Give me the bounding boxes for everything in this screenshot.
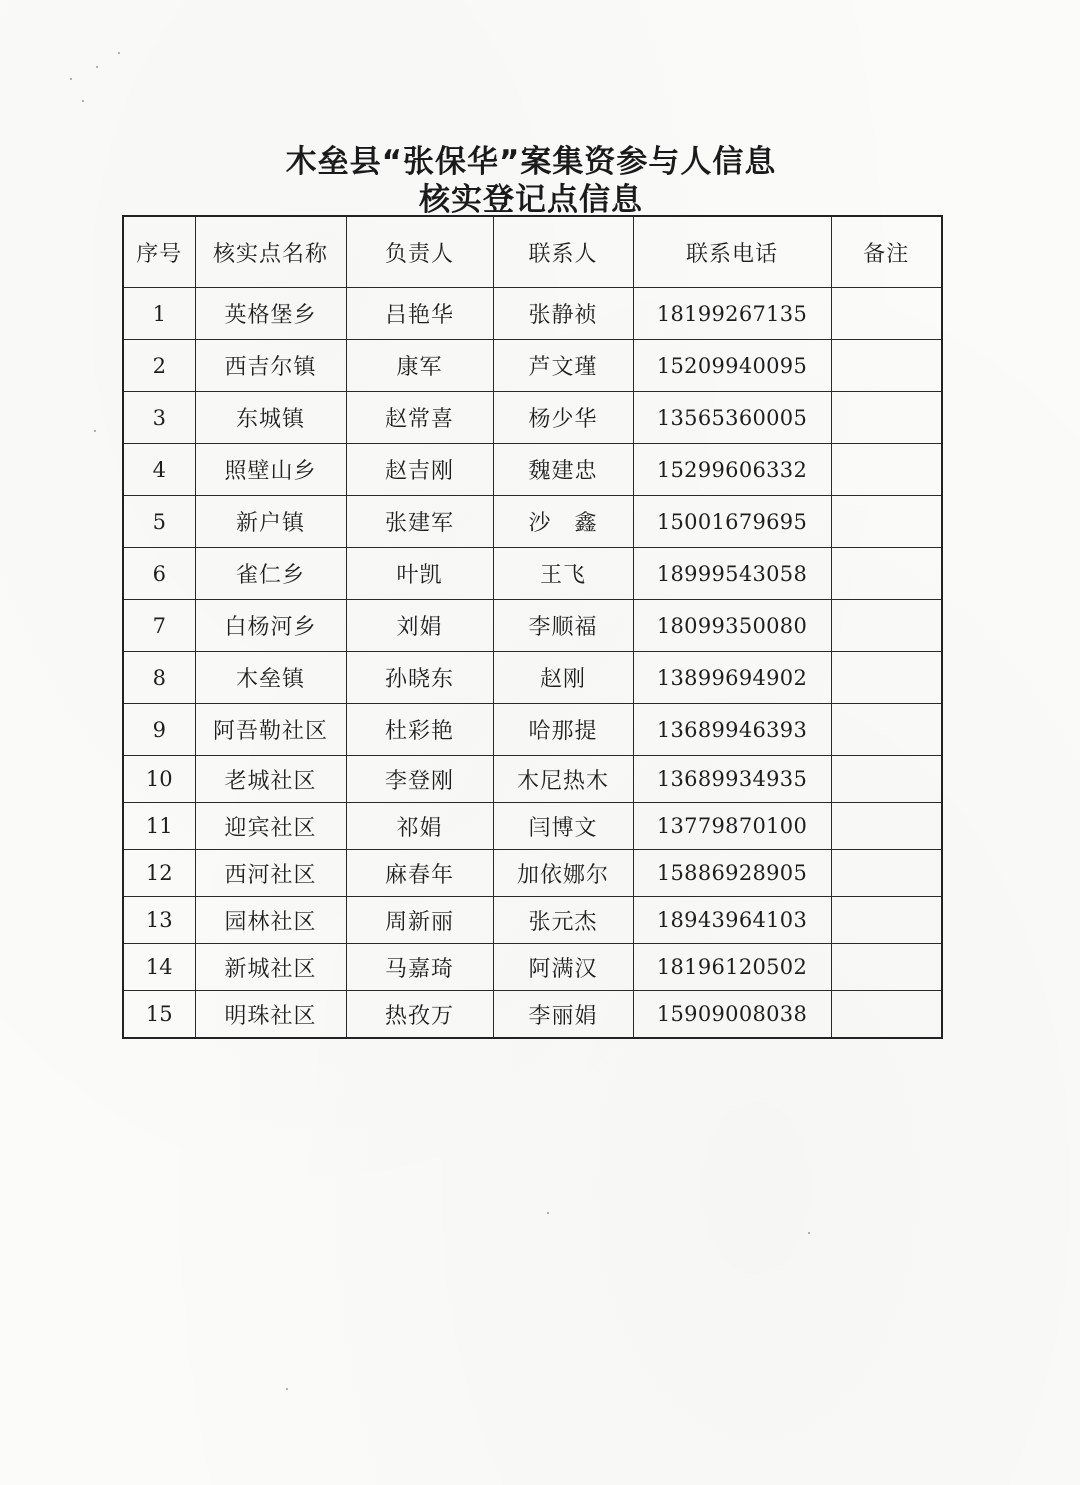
cell-site-name: 东城镇	[195, 392, 346, 444]
table-row	[123, 392, 942, 444]
cell-site-name: 明珠社区	[195, 991, 346, 1039]
cell-site-name: 白杨河乡	[195, 600, 346, 652]
scan-speck	[70, 78, 72, 80]
cell-site-name: 新户镇	[195, 496, 346, 548]
table-row	[123, 756, 942, 803]
scan-speck	[118, 52, 120, 54]
cell-person-in-charge: 吕艳华	[346, 288, 493, 340]
cell-contact: 李顺福	[493, 600, 633, 652]
cell-index: 15	[123, 991, 195, 1039]
cell-phone: 15909008038	[633, 991, 831, 1039]
cell-phone: 15886928905	[633, 850, 831, 897]
cell-person-in-charge: 刘娟	[346, 600, 493, 652]
cell-remarks	[831, 496, 942, 548]
cell-phone: 18199267135	[633, 288, 831, 340]
table-row	[123, 340, 942, 392]
cell-index: 8	[123, 652, 195, 704]
cell-person-in-charge: 热孜万	[346, 991, 493, 1039]
cell-remarks	[831, 991, 942, 1039]
table-row	[123, 850, 942, 897]
cell-remarks	[831, 288, 942, 340]
cell-phone: 13899694902	[633, 652, 831, 704]
table-row	[123, 704, 942, 756]
cell-phone: 18099350080	[633, 600, 831, 652]
registration-points-table	[122, 215, 943, 1039]
cell-person-in-charge: 赵常喜	[346, 392, 493, 444]
table-row	[123, 944, 942, 991]
cell-phone: 15209940095	[633, 340, 831, 392]
table-row	[123, 288, 942, 340]
table-row	[123, 991, 942, 1039]
cell-phone: 18196120502	[633, 944, 831, 991]
cell-index: 1	[123, 288, 195, 340]
cell-index: 6	[123, 548, 195, 600]
cell-person-in-charge: 孙晓东	[346, 652, 493, 704]
cell-remarks	[831, 944, 942, 991]
cell-site-name: 西河社区	[195, 850, 346, 897]
table-header-row	[123, 216, 942, 288]
document-title: 木垒县“张保华”案集资参与人信息	[285, 144, 777, 180]
cell-contact: 张静祯	[493, 288, 633, 340]
cell-index: 3	[123, 392, 195, 444]
scan-speck	[547, 1212, 549, 1214]
cell-site-name: 老城社区	[195, 756, 346, 803]
header-remarks: 备注	[831, 216, 942, 288]
cell-contact: 哈那提	[493, 704, 633, 756]
document-subtitle: 核实登记点信息	[419, 182, 643, 218]
table-row	[123, 548, 942, 600]
cell-phone: 18999543058	[633, 548, 831, 600]
cell-index: 14	[123, 944, 195, 991]
cell-index: 5	[123, 496, 195, 548]
cell-remarks	[831, 756, 942, 803]
cell-contact: 阿满汉	[493, 944, 633, 991]
cell-phone: 13779870100	[633, 803, 831, 850]
cell-site-name: 英格堡乡	[195, 288, 346, 340]
header-index: 序号	[123, 216, 195, 288]
cell-contact: 张元杰	[493, 897, 633, 944]
cell-site-name: 迎宾社区	[195, 803, 346, 850]
cell-index: 10	[123, 756, 195, 803]
table-row	[123, 803, 942, 850]
cell-site-name: 木垒镇	[195, 652, 346, 704]
cell-person-in-charge: 马嘉琦	[346, 944, 493, 991]
cell-contact: 沙 鑫	[493, 496, 633, 548]
cell-index: 12	[123, 850, 195, 897]
cell-remarks	[831, 548, 942, 600]
cell-site-name: 园林社区	[195, 897, 346, 944]
cell-index: 4	[123, 444, 195, 496]
cell-remarks	[831, 392, 942, 444]
header-person-in-charge: 负责人	[346, 216, 493, 288]
cell-index: 9	[123, 704, 195, 756]
cell-contact: 魏建忠	[493, 444, 633, 496]
cell-person-in-charge: 杜彩艳	[346, 704, 493, 756]
scan-speck	[94, 430, 96, 432]
cell-index: 11	[123, 803, 195, 850]
cell-phone: 13565360005	[633, 392, 831, 444]
cell-remarks	[831, 704, 942, 756]
table-row	[123, 496, 942, 548]
cell-remarks	[831, 340, 942, 392]
cell-phone: 15299606332	[633, 444, 831, 496]
cell-person-in-charge: 麻春年	[346, 850, 493, 897]
cell-contact: 木尼热木	[493, 756, 633, 803]
cell-site-name: 照壁山乡	[195, 444, 346, 496]
cell-index: 7	[123, 600, 195, 652]
cell-site-name: 西吉尔镇	[195, 340, 346, 392]
cell-person-in-charge: 祁娟	[346, 803, 493, 850]
cell-remarks	[831, 803, 942, 850]
cell-contact: 李丽娟	[493, 991, 633, 1039]
cell-person-in-charge: 赵吉刚	[346, 444, 493, 496]
cell-phone: 15001679695	[633, 496, 831, 548]
header-site-name: 核实点名称	[195, 216, 346, 288]
cell-contact: 王飞	[493, 548, 633, 600]
cell-remarks	[831, 600, 942, 652]
cell-site-name: 阿吾勒社区	[195, 704, 346, 756]
scan-speck	[286, 1388, 288, 1390]
cell-person-in-charge: 周新丽	[346, 897, 493, 944]
cell-contact: 赵刚	[493, 652, 633, 704]
cell-phone: 13689934935	[633, 756, 831, 803]
header-contact: 联系人	[493, 216, 633, 288]
table-row	[123, 897, 942, 944]
cell-person-in-charge: 叶凯	[346, 548, 493, 600]
cell-person-in-charge: 康军	[346, 340, 493, 392]
cell-contact: 加依娜尔	[493, 850, 633, 897]
table-row	[123, 444, 942, 496]
cell-contact: 杨少华	[493, 392, 633, 444]
table-row	[123, 652, 942, 704]
scan-speck	[96, 66, 98, 68]
cell-remarks	[831, 897, 942, 944]
cell-index: 13	[123, 897, 195, 944]
cell-phone: 18943964103	[633, 897, 831, 944]
cell-remarks	[831, 444, 942, 496]
cell-contact: 芦文瑾	[493, 340, 633, 392]
cell-site-name: 新城社区	[195, 944, 346, 991]
cell-remarks	[831, 652, 942, 704]
cell-remarks	[831, 850, 942, 897]
table-body	[123, 288, 942, 1039]
cell-person-in-charge: 张建军	[346, 496, 493, 548]
table-row	[123, 600, 942, 652]
cell-site-name: 雀仁乡	[195, 548, 346, 600]
header-phone: 联系电话	[633, 216, 831, 288]
cell-phone: 13689946393	[633, 704, 831, 756]
scan-speck	[82, 100, 84, 102]
cell-index: 2	[123, 340, 195, 392]
cell-person-in-charge: 李登刚	[346, 756, 493, 803]
cell-contact: 闫博文	[493, 803, 633, 850]
scan-speck	[808, 1232, 810, 1234]
